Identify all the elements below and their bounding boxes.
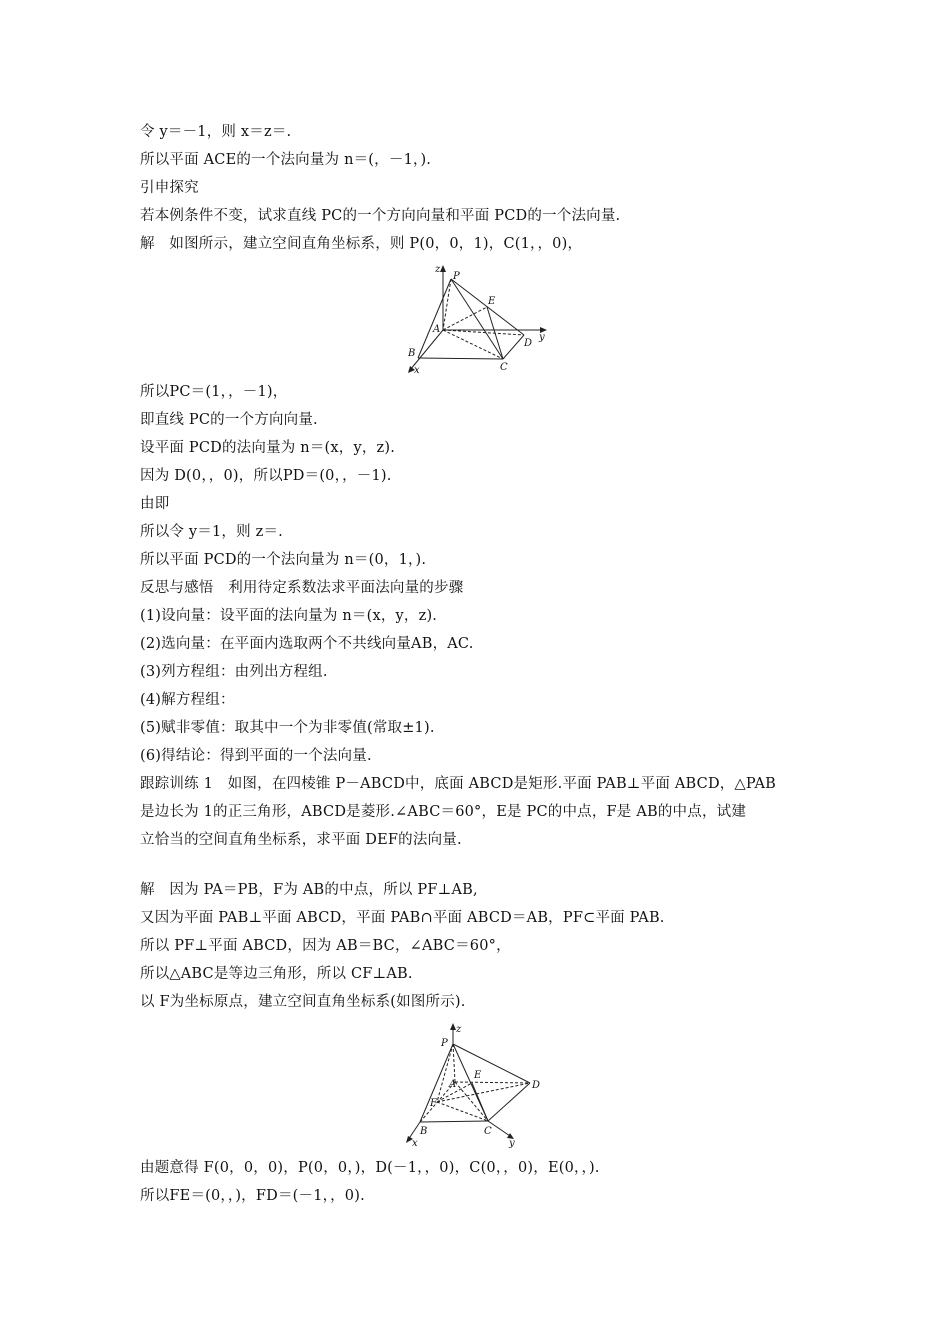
text-line-2: 所以平面 ACE的一个法向量为 n＝(，－1，). bbox=[140, 152, 432, 168]
text-line-7: 即直线 PC的一个方向向量. bbox=[140, 412, 318, 428]
step-3: (3)列方程组：由列出方程组. bbox=[140, 664, 328, 680]
text-line-4: 若本例条件不变，试求直线 PC的一个方向向量和平面 PCD的一个法向量. bbox=[140, 208, 621, 224]
step-6: (6)得结论：得到平面的一个法向量. bbox=[140, 748, 372, 764]
solution-line-7: 所以FE＝(0，，)，FD＝(－1，，0). bbox=[140, 1188, 365, 1204]
text-line-10: 由即 bbox=[140, 496, 170, 512]
solution-line-1: 解 因为 PA＝PB，F为 AB的中点，所以 PF⊥AB, bbox=[140, 882, 478, 898]
text-line-12: 所以平面 PCD的一个法向量为 n＝(0，1，). bbox=[140, 552, 427, 568]
text-line-1: 令 y＝－1，则 x＝z＝. bbox=[140, 124, 292, 140]
text-line-11: 所以令 y＝1，则 z＝. bbox=[140, 524, 283, 540]
fig1-label-y: y bbox=[539, 332, 545, 343]
text-line-6: 所以PC＝(1，，－1)， bbox=[140, 384, 288, 400]
text-line-8: 设平面 PCD的法向量为 n＝(x，y，z). bbox=[140, 440, 396, 456]
solution-line-6: 由题意得 F(0，0，0)，P(0，0，)，D(－1，，0)，C(0，，0)，E(0，，). bbox=[140, 1160, 600, 1176]
fig2-label-c: C bbox=[484, 1126, 492, 1137]
step-1: (1)设向量：设平面的法向量为 n＝(x，y，z). bbox=[140, 608, 438, 624]
fig2-label-p: P bbox=[441, 1038, 448, 1049]
text-line-5: 解 如图所示，建立空间直角坐标系，则 P(0，0，1)，C(1，，0)， bbox=[140, 236, 583, 252]
step-2: (2)选向量：在平面内选取两个不共线向量AB，AC. bbox=[140, 636, 474, 652]
text-line-9: 因为 D(0，，0)，所以PD＝(0，，－1). bbox=[140, 468, 392, 484]
fig2-label-b: B bbox=[420, 1126, 428, 1137]
exercise-line-1: 跟踪训练 1 如图，在四棱锥 P－ABCD中，底面 ABCD是矩形.平面 PAB⊥平面 ABCD，△PAB bbox=[140, 776, 776, 792]
fig1-label-d: D bbox=[524, 338, 533, 349]
exercise-line-3: 立恰当的空间直角坐标系，求平面 DEF的法向量. bbox=[140, 832, 462, 848]
fig1-label-x: x bbox=[414, 365, 420, 374]
figure-pyramid-1 bbox=[400, 262, 560, 374]
fig1-label-a: A bbox=[433, 324, 441, 335]
fig2-label-z: z bbox=[456, 1024, 462, 1035]
section-heading-extension: 引申探究 bbox=[140, 180, 199, 196]
fig1-label-p: P bbox=[453, 271, 460, 282]
solution-line-2: 又因为平面 PAB⊥平面 ABCD，平面 PAB∩平面 ABCD＝AB，PF⊂平面 PAB. bbox=[140, 910, 665, 926]
fig2-label-x: x bbox=[412, 1138, 418, 1149]
solution-line-4: 所以△ABC是等边三角形，所以 CF⊥AB. bbox=[140, 966, 413, 982]
fig1-label-b: B bbox=[408, 348, 416, 359]
fig2-label-d: D bbox=[532, 1080, 541, 1091]
step-4: (4)解方程组： bbox=[140, 692, 235, 708]
fig2-label-f: F bbox=[430, 1098, 437, 1109]
exercise-line-2: 是边长为 1的正三角形，ABCD是菱形.∠ABC＝60°，E是 PC的中点，F是 AB的中点，试建 bbox=[140, 804, 747, 820]
solution-line-5: 以 F为坐标原点，建立空间直角坐标系(如图所示). bbox=[140, 994, 466, 1010]
fig1-label-z: z bbox=[435, 264, 441, 275]
fig1-label-e: E bbox=[488, 296, 496, 307]
solution-line-3: 所以 PF⊥平面 ABCD，因为 AB＝BC，∠ABC＝60°， bbox=[140, 938, 511, 954]
section-heading-reflection: 反思与感悟 利用待定系数法求平面法向量的步骤 bbox=[140, 580, 464, 596]
fig2-label-y: y bbox=[509, 1138, 515, 1149]
figure-pyramid-2 bbox=[400, 1022, 550, 1150]
fig2-label-a: A bbox=[449, 1079, 457, 1090]
fig2-label-e: E bbox=[474, 1070, 482, 1081]
step-5: (5)赋非零值：取其中一个为非零值(常取±1). bbox=[140, 720, 435, 736]
fig1-label-c: C bbox=[500, 362, 508, 373]
